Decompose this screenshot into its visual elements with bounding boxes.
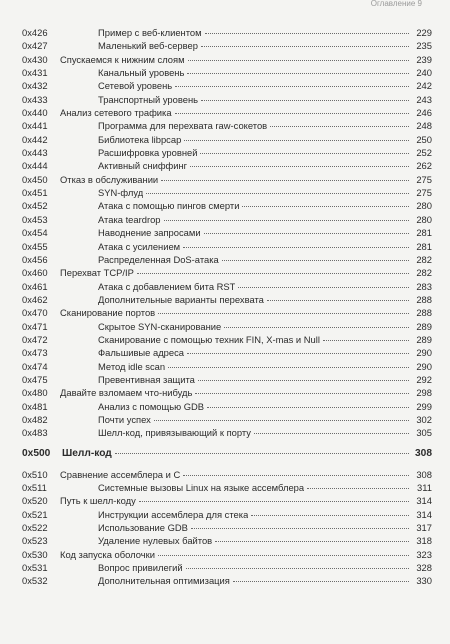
dot-leader [207,407,409,408]
toc-entry-page: 290 [416,360,432,372]
toc-entry-page: 240 [416,67,432,79]
toc-entry-code: 0x472 [22,333,48,345]
toc-entry-title: Пример с веб-клиентом [98,27,202,38]
toc-entry-code: 0x471 [22,320,48,332]
dot-leader [251,515,409,516]
toc-entry-page: 275 [416,173,432,185]
toc-entry-title: Сканирование с помощью техник FIN, X-mas и Null [98,333,320,345]
dot-leader [222,260,409,261]
dot-leader [158,313,409,314]
toc-entry-page: 305 [416,427,432,439]
toc-entry-code: 0x442 [22,133,48,145]
toc-entry-title: Удаление нулевых байтов [98,535,213,547]
toc-entry-title: Путь к шелл-коду [60,495,136,507]
toc-entry-code: 0x426 [22,27,48,38]
toc-entry-code: 0x450 [22,173,48,185]
toc-entry-code: 0x521 [22,508,48,520]
toc-section-row [22,548,432,561]
toc-entry-code: 0x483 [22,427,48,439]
toc-subsection-row [22,39,432,52]
dot-leader [161,180,409,181]
toc-entry-code: 0x432 [22,80,48,92]
toc-entry-page: 314 [416,508,432,520]
toc-entry-code: 0x481 [22,400,48,412]
dot-leader [238,287,409,288]
toc-entry-title: Атака teardrop [98,213,161,225]
toc-entry-page: 275 [416,187,432,199]
toc-subsection-row [22,413,432,426]
toc-entry-page: 283 [416,280,432,292]
toc-subsection-row [22,360,432,373]
toc-entry-title: Спускаемся к нижним слоям [60,53,185,65]
toc-entry-code: 0x460 [22,267,48,279]
toc-entry-page: 282 [416,267,432,279]
toc-entry-title: Атака с помощью пингов смерти [98,200,240,212]
dot-leader [191,528,409,529]
toc-subsection-row [22,93,432,106]
toc-subsection-row [22,79,432,92]
toc-entry-page: 289 [416,333,432,345]
dot-leader [186,568,409,569]
toc-entry-code: 0x530 [22,548,48,560]
toc-entry-page: 314 [416,495,432,507]
toc-entry-title: Транспортный уровень [98,93,199,105]
toc-entry-page: 292 [416,373,432,385]
toc-entry-title: Дополнительная оптимизация [98,575,230,587]
toc-entry-title: Библиотека libpcap [98,133,182,145]
toc-entry-title: Инструкции ассемблера для стека [98,508,249,520]
dot-leader [187,353,409,354]
toc-subsection-row [22,534,432,547]
dot-leader [183,247,409,248]
toc-entry-page: 235 [416,40,432,52]
toc-entry-title: Атака с добавлением бита RST [98,280,236,292]
toc-entry-title: Сканирование портов [60,307,156,319]
toc-entry-title: Расшифровка уровней [98,147,198,159]
toc-subsection-row [22,521,432,534]
dot-leader [242,206,409,207]
toc-entry-code: 0x453 [22,213,48,225]
toc-entry-page: 250 [416,133,432,145]
toc-entry-code: 0x532 [22,575,48,587]
toc-entry-page: 281 [416,240,432,252]
dot-leader [270,126,409,127]
toc-entry-code: 0x522 [22,522,48,534]
dot-leader [158,555,409,556]
toc-entry-page: 330 [416,575,432,587]
toc-entry-code: 0x427 [22,40,48,52]
toc-entry-title: Фальшивые адреса [98,347,185,359]
toc-subsection-row [22,119,432,132]
toc-entry-title: Сетевой уровень [98,80,173,92]
toc-subsection-row [22,133,432,146]
toc-entry-code: 0x430 [22,53,48,65]
toc-subsection-row [22,293,432,306]
toc-subsection-row [22,320,432,333]
toc-entry-code: 0x444 [22,160,48,172]
dot-leader [323,340,409,341]
toc-subsection-row [22,26,432,39]
toc-entry-page: 298 [416,387,432,399]
toc-entry-code: 0x475 [22,373,48,385]
toc-entry-page: 288 [416,307,432,319]
toc-entry-page: 252 [416,147,432,159]
toc-section-row [22,306,432,319]
toc-entry-code: 0x510 [22,468,48,480]
running-header: Оглавление 9 [370,0,422,8]
toc-entry-page: 229 [416,27,432,38]
toc-subsection-row [22,426,432,439]
toc-entry-code: 0x443 [22,147,48,159]
toc-entry-title: Отказ в обслуживании [60,173,159,185]
toc-section-row [22,494,432,507]
toc-subsection-row [22,186,432,199]
dot-leader [205,33,409,34]
toc-entry-page: 248 [416,120,432,132]
dot-leader [204,233,409,234]
toc-entry-page: 281 [416,227,432,239]
toc-entry-code: 0x454 [22,227,48,239]
toc-subsection-row [22,346,432,359]
toc-entry-title: Сравнение ассемблера и C [60,468,181,480]
dot-leader [175,86,409,87]
dot-leader [215,541,409,542]
toc-entry-code: 0x462 [22,293,48,305]
dot-leader [168,367,409,368]
toc-entry-code: 0x456 [22,253,48,265]
dot-leader [254,433,409,434]
toc-entry-page: 328 [416,562,432,574]
toc-entry-title: Активный сниффинг [98,160,188,172]
toc-entry-code: 0x470 [22,307,48,319]
toc-section-row [22,468,432,481]
toc-entry-page: 288 [416,293,432,305]
toc-entry-title: Почти успех [98,413,151,425]
toc-entry-code: 0x441 [22,120,48,132]
toc-entry-code: 0x452 [22,200,48,212]
toc-entry-title: Шелл-код [62,447,112,459]
toc-entry-code: 0x433 [22,93,48,105]
toc-entry-title: Распределенная DoS-атака [98,253,219,265]
toc-section-row [22,106,432,119]
toc-entry-page: 317 [416,522,432,534]
dot-leader [201,46,409,47]
dot-leader [233,581,409,582]
toc-subsection-row [22,159,432,172]
toc-subsection-row [22,253,432,266]
toc-subsection-row [22,226,432,239]
toc-entry-page: 239 [416,53,432,65]
toc-entry-page: 246 [416,107,432,119]
toc-entry-title: Канальный уровень [98,67,185,79]
dot-leader [307,488,409,489]
toc-entry-page: 289 [416,320,432,332]
toc-subsection-row [22,280,432,293]
toc-entry-title: Маленький веб-сервер [98,40,198,52]
toc-entry-page: 290 [416,347,432,359]
toc-entry-title: Дополнительные варианты перехвата [98,293,264,305]
dot-leader [139,501,409,502]
toc-entry-page: 299 [416,400,432,412]
table-of-contents [22,26,432,588]
dot-leader [190,166,409,167]
dot-leader [175,113,409,114]
dot-leader [115,453,409,454]
toc-subsection-row [22,146,432,159]
toc-entry-title: Метод idle scan [98,360,166,372]
dot-leader [224,327,409,328]
toc-subsection-row [22,561,432,574]
toc-subsection-row [22,240,432,253]
toc-entry-title: Перехват TCP/IP [60,267,134,279]
toc-entry-page: 302 [416,413,432,425]
toc-section-row [22,386,432,399]
toc-entry-code: 0x431 [22,67,48,79]
toc-section-row [22,53,432,66]
toc-entry-title: Шелл-код, привязывающий к порту [98,427,251,439]
toc-entry-title: Анализ с помощью GDB [98,400,205,412]
toc-entry-code: 0x473 [22,347,48,359]
dot-leader [184,140,409,141]
toc-entry-code: 0x482 [22,413,48,425]
toc-subsection-row [22,213,432,226]
dot-leader [183,475,409,476]
toc-entry-title: Скрытое SYN-сканирование [98,320,222,332]
dot-leader [187,73,409,74]
toc-subsection-row [22,508,432,521]
toc-entry-code: 0x461 [22,280,48,292]
toc-entry-code: 0x531 [22,562,48,574]
toc-chapter-row [22,445,432,463]
dot-leader [200,153,409,154]
toc-section-row [22,266,432,279]
toc-entry-page: 243 [416,93,432,105]
toc-entry-title: Программа для перехвата raw-сокетов [98,120,268,132]
dot-leader [267,300,409,301]
toc-entry-code: 0x523 [22,535,48,547]
toc-entry-page: 308 [416,468,432,480]
toc-entry-title: SYN-флуд [98,187,144,199]
toc-entry-code: 0x451 [22,187,48,199]
dot-leader [164,220,410,221]
toc-entry-code: 0x440 [22,107,48,119]
toc-entry-title: Наводнение запросами [98,227,201,239]
toc-entry-page: 262 [416,160,432,172]
toc-entry-title: Использование GDB [98,522,188,534]
toc-entry-page: 318 [416,535,432,547]
toc-entry-code: 0x474 [22,360,48,372]
toc-entry-title: Атака с усилением [98,240,181,252]
toc-subsection-row [22,373,432,386]
toc-subsection-row [22,481,432,494]
toc-subsection-row [22,66,432,79]
dot-leader [188,60,409,61]
toc-subsection-row [22,333,432,346]
dot-leader [198,380,409,381]
dot-leader [154,420,409,421]
toc-entry-code: 0x500 [22,447,51,459]
toc-entry-page: 280 [416,200,432,212]
toc-entry-title: Вопрос привилегий [98,562,183,574]
toc-entry-title: Превентивная защита [98,373,195,385]
toc-entry-code: 0x480 [22,387,48,399]
toc-section-row [22,173,432,186]
toc-entry-page: 242 [416,80,432,92]
toc-entry-page: 280 [416,213,432,225]
dot-leader [146,193,409,194]
toc-entry-page: 311 [417,482,432,493]
toc-entry-page: 282 [416,253,432,265]
toc-subsection-row [22,400,432,413]
dot-leader [195,393,409,394]
toc-entry-title: Системные вызовы Linux на языке ассемблера [98,482,305,493]
toc-entry-code: 0x520 [22,495,48,507]
toc-entry-title: Анализ сетевого трафика [60,107,172,119]
toc-entry-title: Код запуска оболочки [60,548,155,560]
toc-entry-title: Давайте взломаем что-нибудь [60,387,193,399]
dot-leader [201,100,409,101]
dot-leader [137,273,409,274]
toc-entry-code: 0x455 [22,240,48,252]
toc-subsection-row [22,574,432,587]
toc-entry-code: 0x511 [22,482,47,493]
toc-subsection-row [22,199,432,212]
toc-entry-page: 323 [416,548,432,560]
toc-entry-page: 308 [415,447,432,459]
